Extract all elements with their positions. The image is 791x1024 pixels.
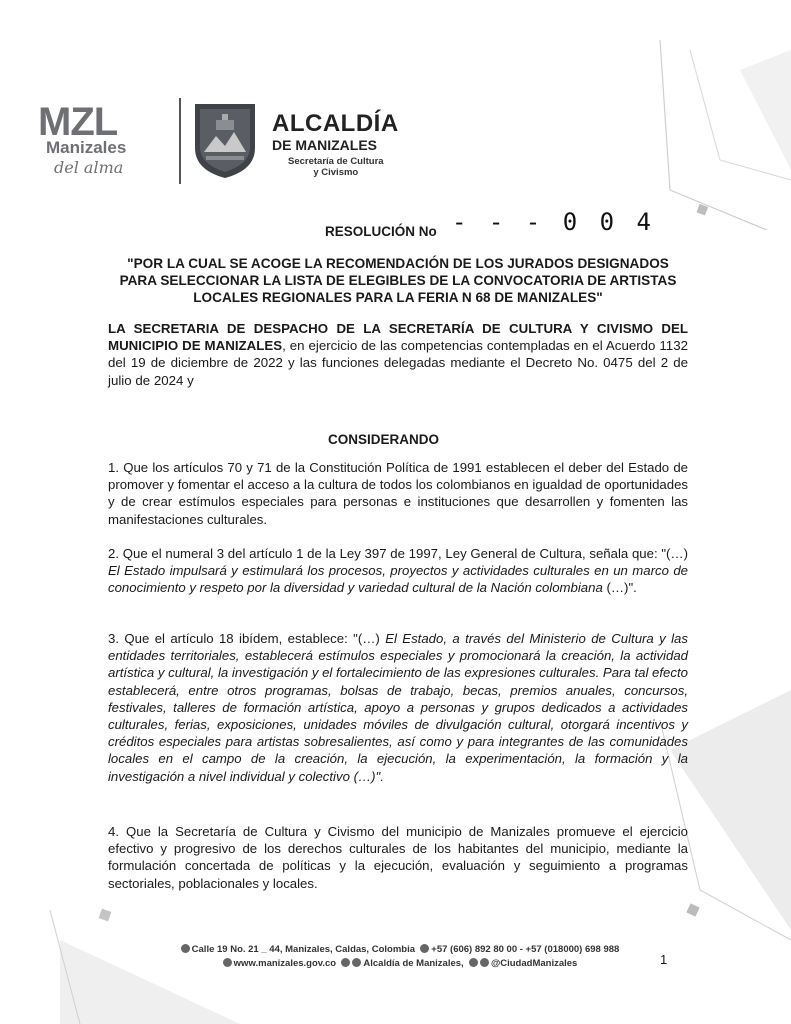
footer-address: Calle 19 No. 21 _ 44, Manizales, Caldas, Colombia	[191, 944, 415, 955]
intro-paragraph	[108, 320, 688, 389]
youtube-icon	[469, 958, 478, 967]
paragraph-3-lead: 3. Que el artículo 18 ibídem, establece: "(…)	[108, 631, 386, 646]
paragraph-2-tail: (…)".	[602, 580, 637, 596]
footer-facebook: Alcaldía de Manizales,	[363, 958, 464, 969]
paragraph-3	[108, 630, 688, 785]
footer-line-2	[140, 957, 660, 971]
secretaria-line-2: y Civismo	[313, 167, 359, 178]
alcaldia-subtitle: DE MANIZALES	[272, 137, 377, 153]
intro-rest: , en ejercicio de las competencias contempladas en el Acuerdo 1132 del 19 de diciembre de 2022 y las funciones delegadas mediante el Decreto No. 0475 del 2 de julio de 2024 y	[108, 338, 688, 388]
mzl-logo-tagline: del alma	[54, 158, 124, 177]
paragraph-2	[108, 545, 688, 597]
footer-phones: +57 (606) 892 80 00 - +57 (018000) 698 988	[431, 944, 620, 955]
x-icon	[480, 958, 489, 967]
location-pin-icon	[181, 944, 190, 953]
secretaria-label	[288, 156, 384, 178]
footer-website: www.manizales.gov.co	[233, 958, 337, 969]
resolution-number: - - - 0 0 4	[452, 208, 655, 236]
coat-of-arms-icon	[192, 100, 258, 180]
footer-social: @CiudadManizales	[490, 958, 578, 969]
page-number: 1	[660, 952, 668, 967]
paragraph-4: 4. Que la Secretaría de Cultura y Civismo del municipio de Manizales promueve el ejercicio efectivo y progresivo de los derechos culturales de los habitantes del municipio, mediante la formulación concertada de políticas y la ejecución, evaluación y seguimiento a programas sectoriales, poblacionales y locales.	[108, 824, 688, 891]
facebook-icon	[352, 958, 361, 967]
footer	[140, 943, 660, 971]
corner-decoration-top-right	[630, 30, 791, 230]
mzl-logo-letters: MZL	[38, 100, 118, 144]
paragraph-1: 1. Que los artículos 70 y 71 de la Constitución Política de 1991 establecen el deber del Estado de promover y fomentar el acceso a la cultura de todos los colombianos en igualdad de oportunidades y de crear estímulos especiales para personas e instituciones que desarrollen y fomenten las manifestaciones culturales.	[108, 460, 688, 527]
mzl-logo-manizales: Manizales	[46, 138, 127, 157]
section-heading: CONSIDERANDO	[328, 432, 440, 447]
resolution-title: "POR LA CUAL SE ACOGE LA RECOMENDACIÓN DE LOS JURADOS DESIGNADOS PARA SELECCIONAR LA LISTA DE ELEGIBLES DE LA CONVOCATORIA DE ARTISTAS LOCALES REGIONALES PARA LA FERIA N 68 DE MANIZALES"	[119, 256, 677, 305]
secretaria-line-1: Secretaría de Cultura	[288, 156, 384, 167]
paragraph-2-lead: 2. Que el numeral 3 del artículo 1 de la Ley 397 de 1997, Ley General de Cultura, señala que: "(…)	[108, 546, 688, 561]
globe-icon	[223, 958, 232, 967]
alcaldia-title: ALCALDÍA	[272, 110, 399, 137]
resolution-label: RESOLUCIÓN No	[325, 224, 437, 239]
paragraph-3-quote: El Estado, a través del Ministerio de Cultura y las entidades territoriales, establecerá estímulos especiales y promocionará la creación, la actividad artística y cultural, la investigación y el fortalecimiento de las expresiones culturales. Para tal efecto establecerá, entre otros programas, bolsas de trabajo, becas, premios anuales, concursos, festivales, talleres de formación artística, apoyo a personas y grupos dedicados a actividades culturales, ferias, exposiciones, unidades móviles de divulgación cultural, otorgará incentivos y créditos especiales para artistas sobresalientes, así como y para integrantes de las comunidades locales en el campo de la creación, la ejecución, la experimentación, la formación y la investigación a nivel individual y colectivo (…)".	[108, 631, 688, 784]
phone-icon	[420, 944, 429, 953]
header-divider	[179, 98, 181, 184]
instagram-icon	[341, 958, 350, 967]
intro-bold: LA SECRETARIA DE DESPACHO DE LA SECRETARÍA DE CULTURA Y CIVISMO DEL MUNICIPIO DE MANIZALES	[108, 321, 688, 354]
mzl-logo	[36, 100, 166, 186]
paragraph-2-quote: El Estado impulsará y estimulará los procesos, proyectos y actividades culturales en un marco de conocimiento y respeto por la diversidad y variedad cultural de la Nación colombiana	[108, 563, 688, 596]
footer-line-1	[140, 943, 660, 957]
